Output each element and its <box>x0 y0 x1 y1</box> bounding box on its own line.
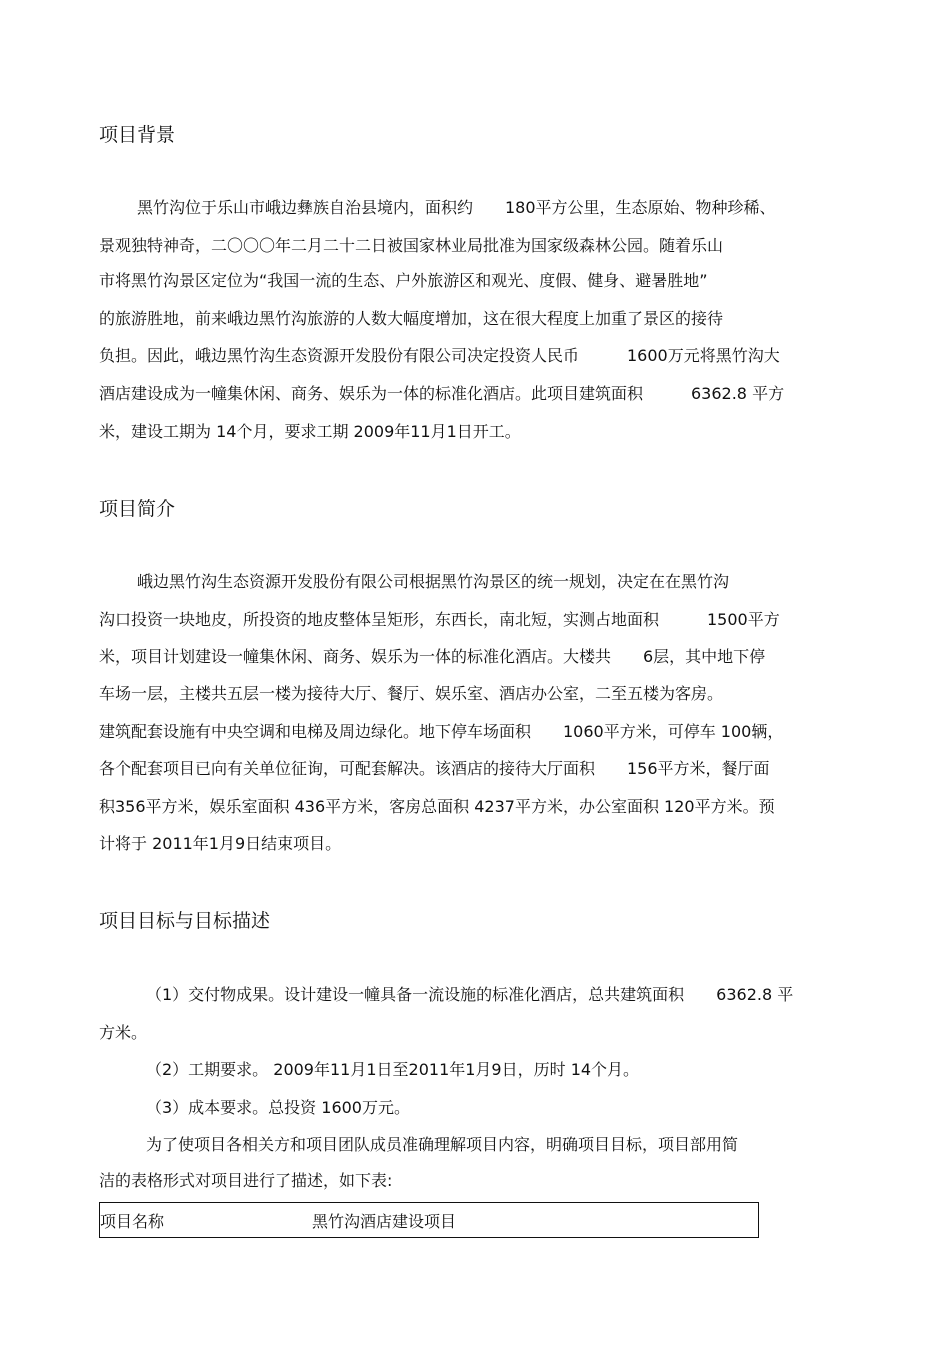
paragraph-line: 车场一层，主楼共五层一楼为接待大厅、餐厅、娱乐室、酒店办公室，二至五楼为客房。 <box>99 684 724 703</box>
paragraph-line: （2）工期要求。 2009年11月1日至2011年1月9日，历时 14个月。 <box>146 1060 640 1079</box>
paragraph-line: 方米。 <box>99 1023 148 1042</box>
paragraph-line: 黑竹沟位于乐山市峨边彝族自治县境内，面积约 180平方公里，生态原始、物种珍稀、 <box>137 198 776 217</box>
paragraph-line: 米，建设工期为 14个月，要求工期 2009年11月1日开工。 <box>99 422 521 441</box>
section-heading-intro: 项目简介 <box>99 498 176 520</box>
table-row <box>100 1203 759 1238</box>
paragraph-line: 市将黑竹沟景区定位为“我国一流的生态、户外旅游区和观光、度假、健身、避暑胜地” <box>99 271 708 290</box>
paragraph-line: 积356平方米，娱乐室面积 436平方米，客房总面积 4237平方米，办公室面积 120平方米。预 <box>99 797 775 816</box>
paragraph-line: 计将于 2011年1月9日结束项目。 <box>99 834 342 853</box>
paragraph-line: 米，项目计划建设一幢集休闲、商务、娱乐为一体的标准化酒店。大楼共 6层，其中地下停 <box>99 647 766 666</box>
section-heading-goals: 项目目标与目标描述 <box>99 910 271 932</box>
paragraph-line: （1）交付物成果。设计建设一幢具备一流设施的标准化酒店，总共建筑面积 6362.8 平 <box>146 985 794 1004</box>
table-cell-value: 黑竹沟酒店建设项目 <box>312 1211 457 1231</box>
project-description-table <box>99 1202 759 1238</box>
paragraph-line: 洁的表格形式对项目进行了描述，如下表: <box>99 1171 393 1190</box>
table-cell-label: 项目名称 <box>100 1211 165 1231</box>
paragraph-line: 酒店建设成为一幢集休闲、商务、娱乐为一体的标准化酒店。此项目建筑面积 6362.8 平方 <box>99 384 785 403</box>
paragraph-line: 景观独特神奇，二〇〇〇年二月二十二日被国家林业局批准为国家级森林公园。随着乐山 <box>99 236 724 255</box>
paragraph-line: 峨边黑竹沟生态资源开发股份有限公司根据黑竹沟景区的统一规划，决定在在黑竹沟 <box>137 572 730 591</box>
paragraph-line: 的旅游胜地，前来峨边黑竹沟旅游的人数大幅度增加，这在很大程度上加重了景区的接待 <box>99 309 724 328</box>
section-heading-background: 项目背景 <box>99 124 176 146</box>
paragraph-line: （3）成本要求。总投资 1600万元。 <box>146 1098 410 1117</box>
paragraph-line: 沟口投资一块地皮，所投资的地皮整体呈矩形，东西长，南北短，实测占地面积 1500平方 <box>99 610 780 629</box>
paragraph-line: 为了使项目各相关方和项目团队成员准确理解项目内容，明确项目目标，项目部用简 <box>146 1135 739 1154</box>
paragraph-line: 负担。因此，峨边黑竹沟生态资源开发股份有限公司决定投资人民币 1600万元将黑竹沟大 <box>99 346 780 365</box>
paragraph-line: 建筑配套设施有中央空调和电梯及周边绿化。地下停车场面积 1060平方米，可停车 100辆， <box>99 722 784 741</box>
paragraph-line: 各个配套项目已向有关单位征询，可配套解决。该酒店的接待大厅面积 156平方米，餐厅面 <box>99 759 770 778</box>
